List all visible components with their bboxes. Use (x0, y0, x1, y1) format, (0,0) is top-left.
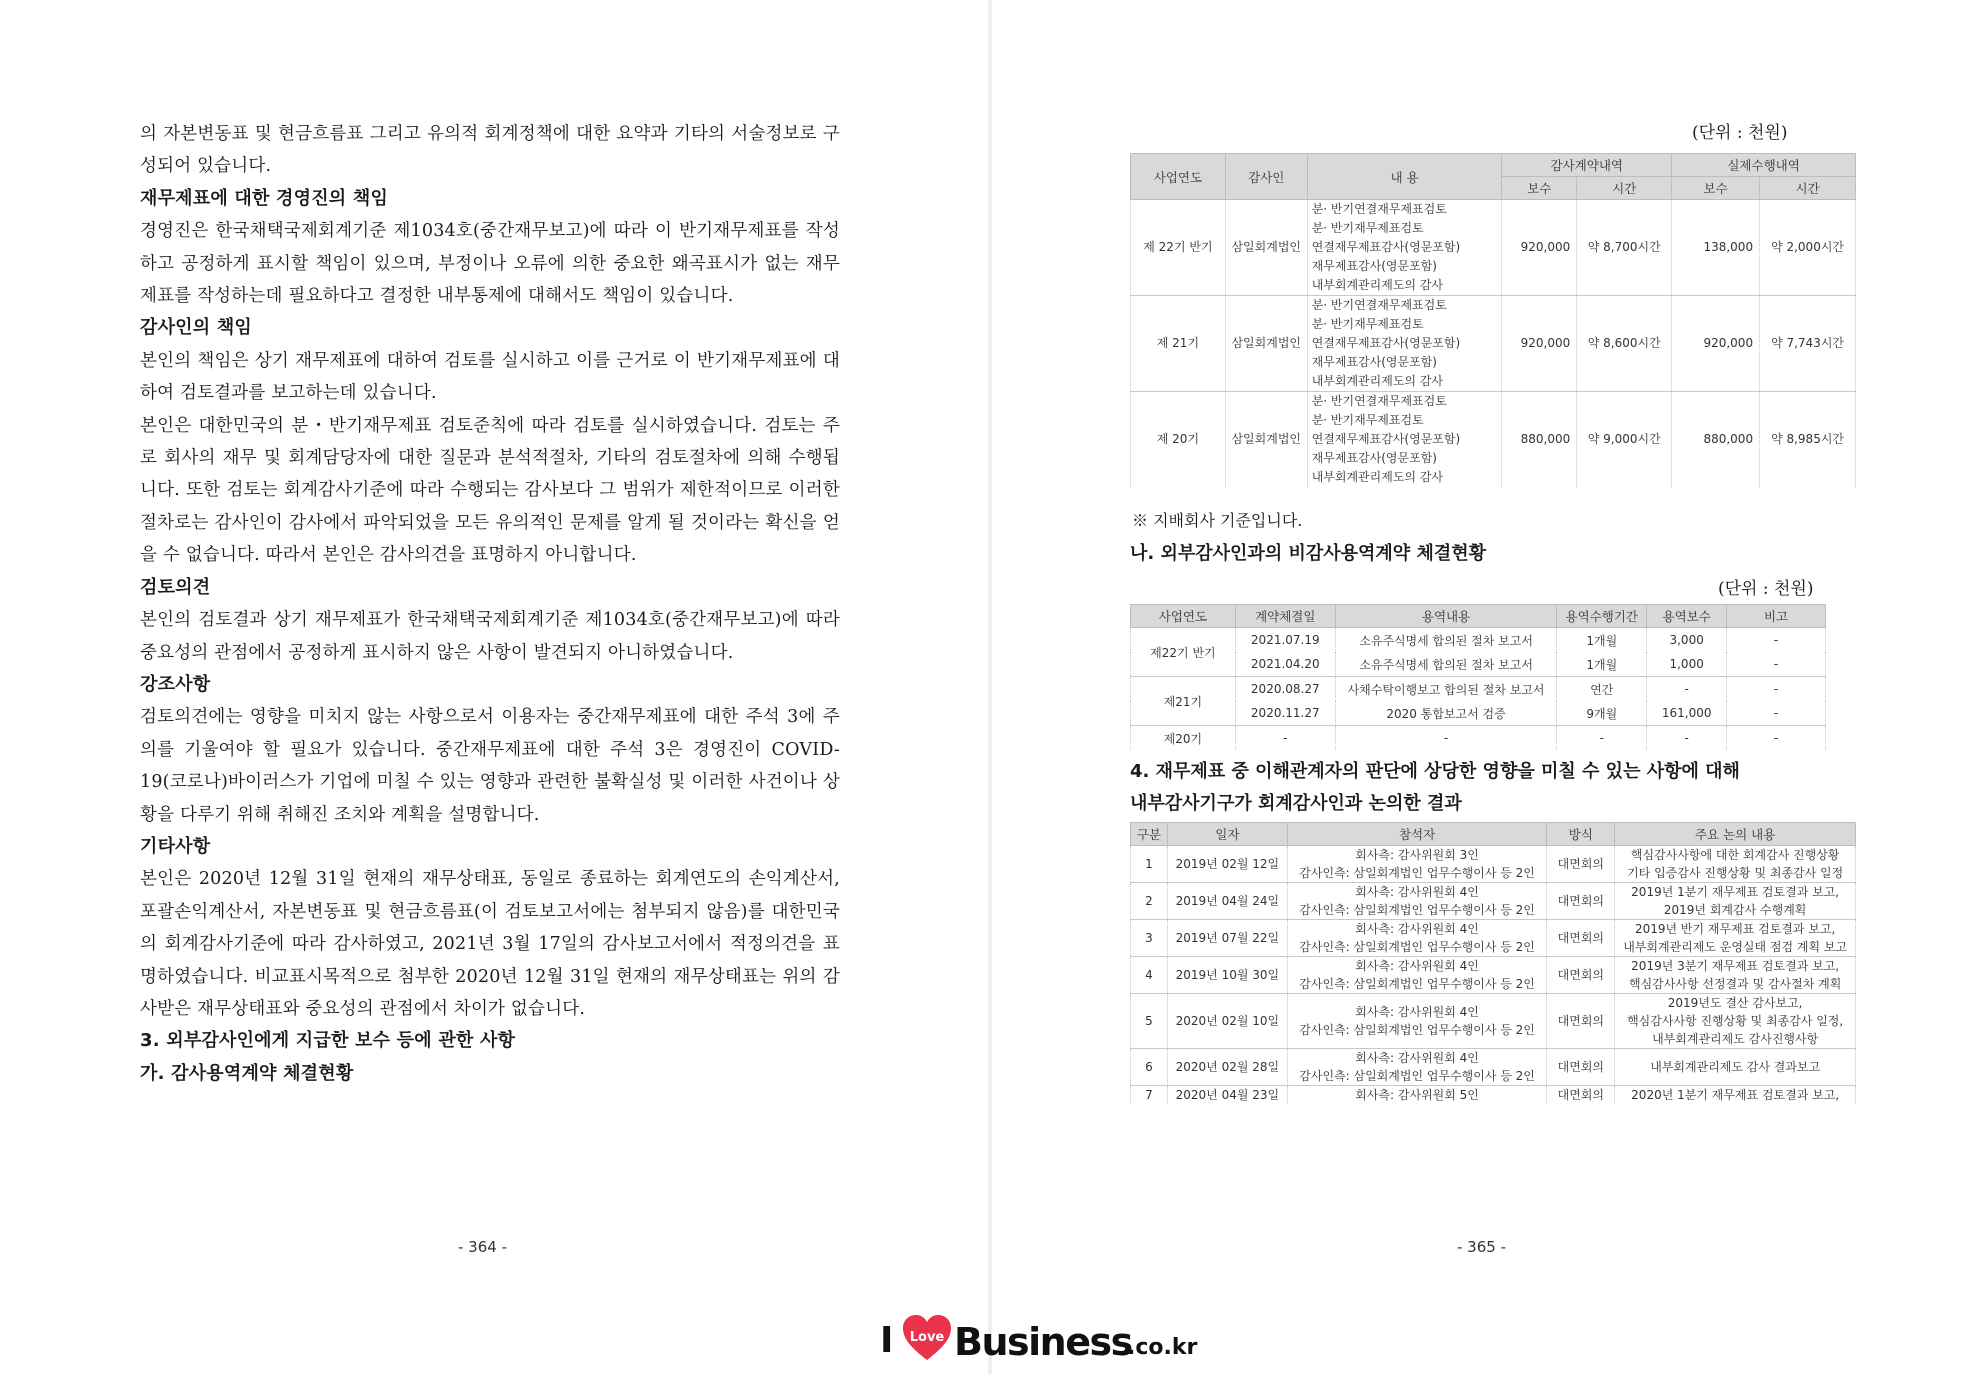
cell-fee: 3,000 (1647, 628, 1727, 653)
cell-method: 대면회의 (1547, 957, 1615, 994)
cell-actual-hours: 약 8,985시간 (1760, 392, 1856, 488)
attendee-line: 감사인측: 삼일회계법인 업무수행이사 등 2인 (1299, 1069, 1535, 1083)
cell-attendees (1287, 1049, 1547, 1086)
cell-period: 연간 (1557, 677, 1647, 702)
cell-no: 3 (1131, 920, 1168, 957)
cell-year: 제22기 반기 (1131, 628, 1236, 677)
discussion-header: 참석자 (1287, 823, 1547, 846)
table-row (1131, 883, 1856, 920)
content-line: 분· 반기연결재무제표검토 (1311, 202, 1447, 216)
cell-fee: - (1647, 677, 1727, 702)
header-contract-hours: 시간 (1577, 177, 1672, 200)
cell-note: - (1727, 652, 1826, 677)
discussion-line: 핵심감사사항 선정결과 및 감사절차 계획 (1628, 977, 1842, 991)
table-row (1131, 994, 1856, 1049)
cell-attendees (1287, 920, 1547, 957)
cell-period: 9개월 (1557, 701, 1647, 726)
attendee-line: 회사측: 감사위원회 4인 (1355, 959, 1479, 973)
table-row (1131, 677, 1826, 702)
content-line: 재무제표감사(영문포함) (1311, 451, 1437, 465)
cell-attendees (1287, 883, 1547, 920)
discussion-line: 2019년 1분기 재무제표 검토결과 보고, (1631, 885, 1840, 899)
cell-fee: 161,000 (1647, 701, 1727, 726)
section-heading: 재무제표에 대한 경영진의 책임 (140, 187, 389, 209)
cell-attendees (1287, 994, 1547, 1049)
unit-label-2: (단위 : 천원) (1718, 579, 1814, 599)
cell-discussion-content (1615, 994, 1856, 1049)
cell-discussion-content (1615, 920, 1856, 957)
brand-i: I (880, 1320, 894, 1361)
header-actual-fee: 보수 (1672, 177, 1760, 200)
cell-date: 2019년 04월 24일 (1167, 883, 1287, 920)
table-row (1131, 920, 1856, 957)
table-row (1131, 1049, 1856, 1086)
content-line: 내부회계관리제도의 감사 (1311, 374, 1444, 388)
attendee-line: 회사측: 감사위원회 4인 (1355, 885, 1479, 899)
section-4-title-line1: 4. 재무제표 중 이해관계자의 판단에 상당한 영향을 미칠 수 있는 사항에 대해 (1130, 761, 1740, 782)
cell-content: 2020 통합보고서 검증 (1335, 701, 1557, 726)
section-heading: 기타사항 (140, 835, 211, 857)
cell-content (1307, 296, 1502, 392)
attendee-line: 회사측: 감사위원회 4인 (1355, 922, 1479, 936)
content-line: 연결재무제표감사(영문포함) (1311, 240, 1461, 254)
cell-method: 대면회의 (1547, 994, 1615, 1049)
cell-year: 제 21기 (1131, 296, 1226, 392)
cell-method: 대면회의 (1547, 1049, 1615, 1086)
section-heading: 가. 감사용역계약 체결현황 (140, 1062, 354, 1084)
header-actual: 실제수행내역 (1672, 154, 1856, 177)
heart-icon (902, 1314, 952, 1362)
cell-note: - (1727, 628, 1826, 653)
attendee-line: 회사측: 감사위원회 3인 (1355, 848, 1479, 862)
nonaudit-header: 사업연도 (1131, 605, 1236, 628)
body-paragraph: 의 자본변동표 및 현금흐름표 그리고 유의적 회계정책에 대한 요약과 기타의 서술정보로 구성되어 있습니다. (140, 124, 840, 177)
discussion-header: 구분 (1131, 823, 1168, 846)
section-heading: 검토의견 (140, 576, 211, 598)
cell-auditor: 삼일회계법인 (1225, 200, 1307, 296)
cell-contract-hours: 약 8,700시간 (1577, 200, 1672, 296)
header-year: 사업연도 (1131, 154, 1226, 200)
cell-no: 2 (1131, 883, 1168, 920)
cell-content (1307, 392, 1502, 488)
nonaudit-header: 용역내용 (1335, 605, 1557, 628)
cell-fee: 1,000 (1647, 652, 1727, 677)
cell-discussion-content (1615, 1086, 1856, 1105)
table-row (1131, 846, 1856, 883)
content-line: 분· 반기연결재무제표검토 (1311, 394, 1447, 408)
cell-actual-fee: 920,000 (1672, 296, 1760, 392)
cell-contract-fee: 920,000 (1502, 296, 1577, 392)
cell-attendees (1287, 846, 1547, 883)
table-row (1131, 957, 1856, 994)
cell-note: - (1727, 701, 1826, 726)
body-paragraph: 본인은 대한민국의 분・반기재무제표 검토준칙에 따라 검토를 실시하였습니다. 검토는 주로 회사의 재무 및 회계담당자에 대한 질문과 분석적절차, 기타의 검토절차에 의해 수행됩니다. 또한 검토는 회계감사기준에 따라 수행되는 감사보다 그 범위가 제한적이므로 이러한 절차로는 감사인이 감사에서 파악되었을 모든 유의적인 문제를 알게 될 것이라는 확신을 얻을 수 없습니다. 따라서 본인은 감사의견을 표명하지 아니합니다. (140, 415, 840, 566)
table-row (1131, 200, 1856, 296)
cell-content: 소유주식명세 합의된 절차 보고서 (1335, 652, 1557, 677)
cell-actual-hours: 약 2,000시간 (1760, 200, 1856, 296)
discussion-line: 내부회계관리제도 감사 결과보고 (1650, 1060, 1821, 1074)
discussion-line: 기타 입증감사 진행상황 및 최종감사 일정 (1627, 866, 1844, 880)
cell-date: 2021.04.20 (1235, 652, 1335, 677)
table-row (1131, 296, 1856, 392)
content-line: 분· 반기재무제표검토 (1311, 413, 1424, 427)
content-line: 연결재무제표감사(영문포함) (1311, 432, 1461, 446)
cell-actual-fee: 138,000 (1672, 200, 1760, 296)
cell-date: 2019년 07월 22일 (1167, 920, 1287, 957)
left-page-body (140, 118, 840, 1090)
cell-date: 2019년 02월 12일 (1167, 846, 1287, 883)
cell-year: 제 22기 반기 (1131, 200, 1226, 296)
cell-no: 5 (1131, 994, 1168, 1049)
cell-date: - (1235, 726, 1335, 751)
cell-method: 대면회의 (1547, 846, 1615, 883)
content-line: 분· 반기재무제표검토 (1311, 221, 1424, 235)
header-actual-hours: 시간 (1760, 177, 1856, 200)
discussion-line: 핵심감사사항 진행상황 및 최종감사 일정, (1627, 1014, 1844, 1028)
body-paragraph: 본인은 2020년 12월 31일 현재의 재무상태표, 동일로 종료하는 회계연도의 손익계산서, 포괄손익계산서, 자본변동표 및 현금흐름표(이 검토보고서에는 첨부되지 않음)를 대한민국의 회계감사기준에 따라 감사하였고, 2021년 3월 17일의 감사보고서에서 적정의견을 표명하였습니다. 비교표시목적으로 첨부한 2020년 12월 31일 현재의 재무상태표는 위의 감사받은 재무상태표와 중요성의 관점에서 차이가 없습니다. (140, 869, 840, 1019)
discussion-line: 내부회계관리제도 운영실태 점검 계획 보고 (1623, 940, 1848, 954)
nonaudit-header: 비고 (1727, 605, 1826, 628)
cell-year: 제 20기 (1131, 392, 1226, 488)
audit-contract-table (1130, 153, 1856, 487)
body-paragraph: 본인의 검토결과 상기 재무제표가 한국채택국제회계기준 제1034호(중간재무보고)에 따라 중요성의 관점에서 공정하게 표시하지 않은 사항이 발견되지 아니하였습니다. (140, 610, 840, 663)
cell-year: 제20기 (1131, 726, 1236, 751)
attendee-line: 감사인측: 삼일회계법인 업무수행이사 등 2인 (1299, 977, 1535, 991)
cell-contract-fee: 920,000 (1502, 200, 1577, 296)
cell-attendees (1287, 957, 1547, 994)
cell-contract-hours: 약 8,600시간 (1577, 296, 1672, 392)
body-paragraph: 경영진은 한국채택국제회계기준 제1034호(중간재무보고)에 따라 이 반기재무제표를 작성하고 공정하게 표시할 책임이 있으며, 부정이나 오류에 의한 중요한 왜곡표시가 없는 재무제표를 작성하는데 필요하다고 결정한 내부통제에 대해서도 책임이 있습니다. (140, 221, 840, 307)
content-line: 재무제표감사(영문포함) (1311, 355, 1437, 369)
discussion-line: 2019년 반기 재무제표 검토결과 보고, (1634, 922, 1836, 936)
cell-period: 1개월 (1557, 628, 1647, 653)
attendee-line: 감사인측: 삼일회계법인 업무수행이사 등 2인 (1299, 940, 1535, 954)
cell-auditor: 삼일회계법인 (1225, 392, 1307, 488)
table-row (1131, 652, 1826, 677)
cell-note: - (1727, 726, 1826, 751)
content-line: 분· 반기재무제표검토 (1311, 317, 1424, 331)
section-heading: 감사인의 책임 (140, 317, 252, 339)
nonaudit-header: 용역보수 (1647, 605, 1727, 628)
discussion-line: 2019년 회계감사 수행계획 (1663, 903, 1807, 917)
header-contract-fee: 보수 (1502, 177, 1577, 200)
content-line: 내부회계관리제도의 감사 (1311, 470, 1444, 484)
cell-discussion-content (1615, 1049, 1856, 1086)
body-paragraph: 검토의견에는 영향을 미치지 않는 사항으로서 이용자는 중간재무제표에 대한 주석 3에 주의를 기울여야 할 필요가 있습니다. 중간재무제표에 대한 주석 3은 경영진이 COVID-19(코로나)바이러스가 기업에 미칠 수 있는 영향과 관련한 불확실성 및 이러한 사건이나 상황을 다루기 위해 취해진 조치와 계획을 설명합니다. (140, 707, 840, 825)
section-heading: 강조사항 (140, 673, 211, 695)
cell-contract-hours: 약 9,000시간 (1577, 392, 1672, 488)
cell-discussion-content (1615, 883, 1856, 920)
discussion-line: 2019년도 결산 감사보고, (1667, 996, 1803, 1010)
cell-no: 1 (1131, 846, 1168, 883)
cell-content: - (1335, 726, 1557, 751)
page-number-left: - 364 - (458, 1238, 507, 1256)
cell-year: 제21기 (1131, 677, 1236, 726)
unit-label: (단위 : 천원) (1692, 123, 1788, 143)
header-content: 내 용 (1307, 154, 1502, 200)
content-line: 내부회계관리제도의 감사 (1311, 278, 1444, 292)
cell-date: 2020.11.27 (1235, 701, 1335, 726)
brand-word: Business (954, 1320, 1132, 1364)
discussion-header: 방식 (1547, 823, 1615, 846)
header-auditor: 감사인 (1225, 154, 1307, 200)
brand-logo (880, 1310, 1200, 1370)
nonaudit-header: 계약체결일 (1235, 605, 1335, 628)
cell-attendees (1287, 1086, 1547, 1105)
discussion-line: 내부회계관리제도 감사진행사항 (1652, 1032, 1819, 1046)
cell-discussion-content (1615, 957, 1856, 994)
content-line: 재무제표감사(영문포함) (1311, 259, 1437, 273)
cell-no: 6 (1131, 1049, 1168, 1086)
table-row (1131, 392, 1856, 488)
discussion-line: 2019년 3분기 재무제표 검토결과 보고, (1631, 959, 1840, 973)
table-row (1131, 1086, 1856, 1105)
attendee-line: 감사인측: 삼일회계법인 업무수행이사 등 2인 (1299, 866, 1535, 880)
cell-method: 대면회의 (1547, 1086, 1615, 1105)
cell-date: 2020년 04월 23일 (1167, 1086, 1287, 1105)
cell-date: 2020년 02월 28일 (1167, 1049, 1287, 1086)
attendee-line: 감사인측: 삼일회계법인 업무수행이사 등 2인 (1299, 903, 1535, 917)
cell-actual-hours: 약 7,743시간 (1760, 296, 1856, 392)
discussion-header: 주요 논의 내용 (1615, 823, 1856, 846)
cell-date: 2020년 02월 10일 (1167, 994, 1287, 1049)
table-row (1131, 726, 1826, 751)
page-number-right: - 365 - (1457, 1238, 1506, 1256)
nonaudit-header: 용역수행기간 (1557, 605, 1647, 628)
table-note: ※ 지배회사 기준입니다. (1132, 511, 1303, 530)
table-row (1131, 701, 1826, 726)
content-line: 분· 반기연결재무제표검토 (1311, 298, 1447, 312)
cell-auditor: 삼일회계법인 (1225, 296, 1307, 392)
attendee-line: 회사측: 감사위원회 4인 (1355, 1005, 1479, 1019)
attendee-line: 감사인측: 삼일회계법인 업무수행이사 등 2인 (1299, 1023, 1535, 1037)
body-paragraph: 본인의 책임은 상기 재무제표에 대하여 검토를 실시하고 이를 근거로 이 반기재무제표에 대하여 검토결과를 보고하는데 있습니다. (140, 350, 840, 404)
cell-period: 1개월 (1557, 652, 1647, 677)
cell-no: 7 (1131, 1086, 1168, 1105)
section-title-na: 나. 외부감사인과의 비감사용역계약 체결현황 (1130, 543, 1487, 564)
cell-date: 2019년 10월 30일 (1167, 957, 1287, 994)
cell-date: 2021.07.19 (1235, 628, 1335, 653)
cell-actual-fee: 880,000 (1672, 392, 1760, 488)
cell-method: 대면회의 (1547, 920, 1615, 957)
nonaudit-contract-table (1130, 604, 1826, 750)
cell-period: - (1557, 726, 1647, 751)
header-contract: 감사계약내역 (1502, 154, 1672, 177)
cell-contract-fee: 880,000 (1502, 392, 1577, 488)
cell-method: 대면회의 (1547, 883, 1615, 920)
cell-content: 소유주식명세 합의된 절차 보고서 (1335, 628, 1557, 653)
discussion-line: 핵심감사사항에 대한 회계감사 진행상황 (1630, 848, 1840, 862)
table-row (1131, 628, 1826, 653)
brand-domain: .co.kr (1127, 1335, 1198, 1360)
section-heading: 3. 외부감사인에게 지급한 보수 등에 관한 사항 (140, 1030, 516, 1052)
discussion-line: 2020년 1분기 재무제표 검토결과 보고, (1631, 1088, 1840, 1102)
brand-heart-word: Love (909, 1330, 945, 1345)
content-line: 연결재무제표감사(영문포함) (1311, 336, 1461, 350)
cell-date: 2020.08.27 (1235, 677, 1335, 702)
section-4-title-line2: 내부감사기구가 회계감사인과 논의한 결과 (1130, 793, 1462, 814)
cell-no: 4 (1131, 957, 1168, 994)
cell-discussion-content (1615, 846, 1856, 883)
discussion-table (1130, 822, 1856, 1104)
discussion-header: 일자 (1167, 823, 1287, 846)
attendee-line: 회사측: 감사위원회 5인 (1355, 1088, 1479, 1102)
cell-content (1307, 200, 1502, 296)
cell-fee: - (1647, 726, 1727, 751)
cell-content: 사채수탁이행보고 합의된 절차 보고서 (1335, 677, 1557, 702)
attendee-line: 회사측: 감사위원회 4인 (1355, 1051, 1479, 1065)
cell-note: - (1727, 677, 1826, 702)
